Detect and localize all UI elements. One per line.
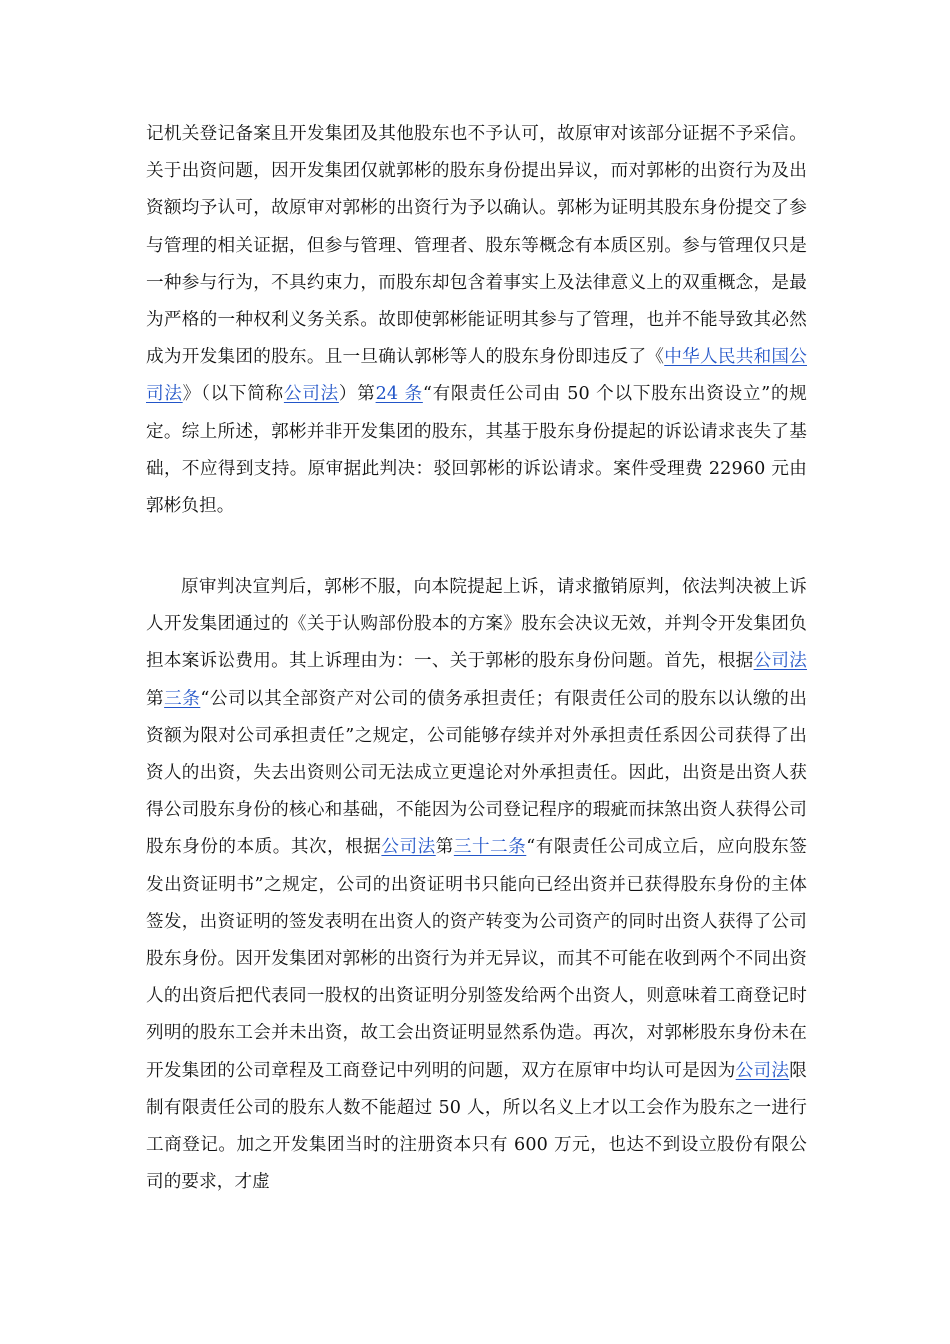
paragraph-text: 原审判决宣判后，郭彬不服，向本院提起上诉，请求撤销原判，依法判决被上诉人开发集团通过的《关于认购部份股本的方案》股东会决议无效，并判令开发集团负担本案诉讼费用。其上诉理由为：一、关于郭彬的股东身份问题。首先，根据 (146, 577, 807, 672)
link-company-law[interactable]: 公司法 (381, 837, 436, 858)
judgment-paragraph-2 (146, 569, 807, 1201)
paragraph-text: 第 (435, 837, 454, 858)
judgment-paragraph-1 (146, 116, 807, 525)
link-article-24[interactable]: 24 条 (375, 384, 423, 405)
link-company-law[interactable]: 公司法 (753, 651, 807, 672)
link-article-3[interactable]: 三条 (164, 688, 201, 709)
link-company-law[interactable]: 公司法 (735, 1060, 790, 1081)
link-company-law-full-name[interactable]: 中华人民共和国公司法 (146, 347, 807, 405)
paragraph-text: ）第 (338, 384, 376, 405)
link-article-32[interactable]: 三十二条 (453, 837, 527, 858)
paragraph-text: 限制有限责任公司的股东人数不能超过 50 人，所以名义上才以工会作为股东之一进行工商登记。加之开发集团当时的注册资本只有 600 万元，也达不到设立股份有限公司的要求，才虚 (146, 1060, 807, 1193)
paragraph-text: 第 (146, 688, 165, 709)
paragraph-text: 》（以下简称 (182, 384, 284, 405)
paragraph-text: 记机关登记备案且开发集团及其他股东也不予认可，故原审对该部分证据不予采信。关于出资问题，因开发集团仅就郭彬的股东身份提出异议，而对郭彬的出资行为及出资额均予认可，故原审对郭彬的出资行为予以确认。郭彬为证明其股东身份提交了参与管理的相关证据，但参与管理、管理者、股东等概念有本质区别。参与管理仅只是一种参与行为，不具约束力，而股东却包含着事实上及法律意义上的双重概念，是最为严格的一种权利义务关系。故即使郭彬能证明其参与了管理，也并不能导致其必然成为开发集团的股东。且一旦确认郭彬等人的股东身份即违反了《 (146, 124, 807, 368)
paragraph-text: “有限责任公司由 50 个以下股东出资设立”的规定。综上所述，郭彬并非开发集团的股东，其基于股东身份提起的诉讼请求丧失了基础，不应得到支持。原审据此判决：驳回郭彬的诉讼请求。案件受理费 22960 元由郭彬负担。 (146, 384, 807, 517)
link-company-law[interactable]: 公司法 (283, 384, 339, 405)
paragraph-text: “有限责任公司成立后，应向股东签发出资证明书”之规定，公司的出资证明书只能向已经出资并已获得股东身份的主体签发，出资证明的签发表明在出资人的资产转变为公司资产的同时出资人获得了公司股东身份。因开发集团对郭彬的出资行为并无异议，而其不可能在收到两个不同出资人的出资后把代表同一股权的出资证明分别签发给两个出资人，则意味着工商登记时列明的股东工会并未出资，故工会出资证明显然系伪造。再次，对郭彬股东身份未在开发集团的公司章程及工商登记中列明的问题，双方在原审中均认可是因为 (146, 837, 807, 1081)
paragraph-text: “公司以其全部资产对公司的债务承担责任；有限责任公司的股东以认缴的出资额为限对公司承担责任”之规定，公司能够存续并对外承担责任系因公司获得了出资人的出资，失去出资则公司无法成立更遑论对外承担责任。因此，出资是出资人获得公司股东身份的核心和基础，不能因为公司登记程序的瑕疵而抹煞出资人获得公司股东身份的本质。其次，根据 (146, 688, 807, 858)
